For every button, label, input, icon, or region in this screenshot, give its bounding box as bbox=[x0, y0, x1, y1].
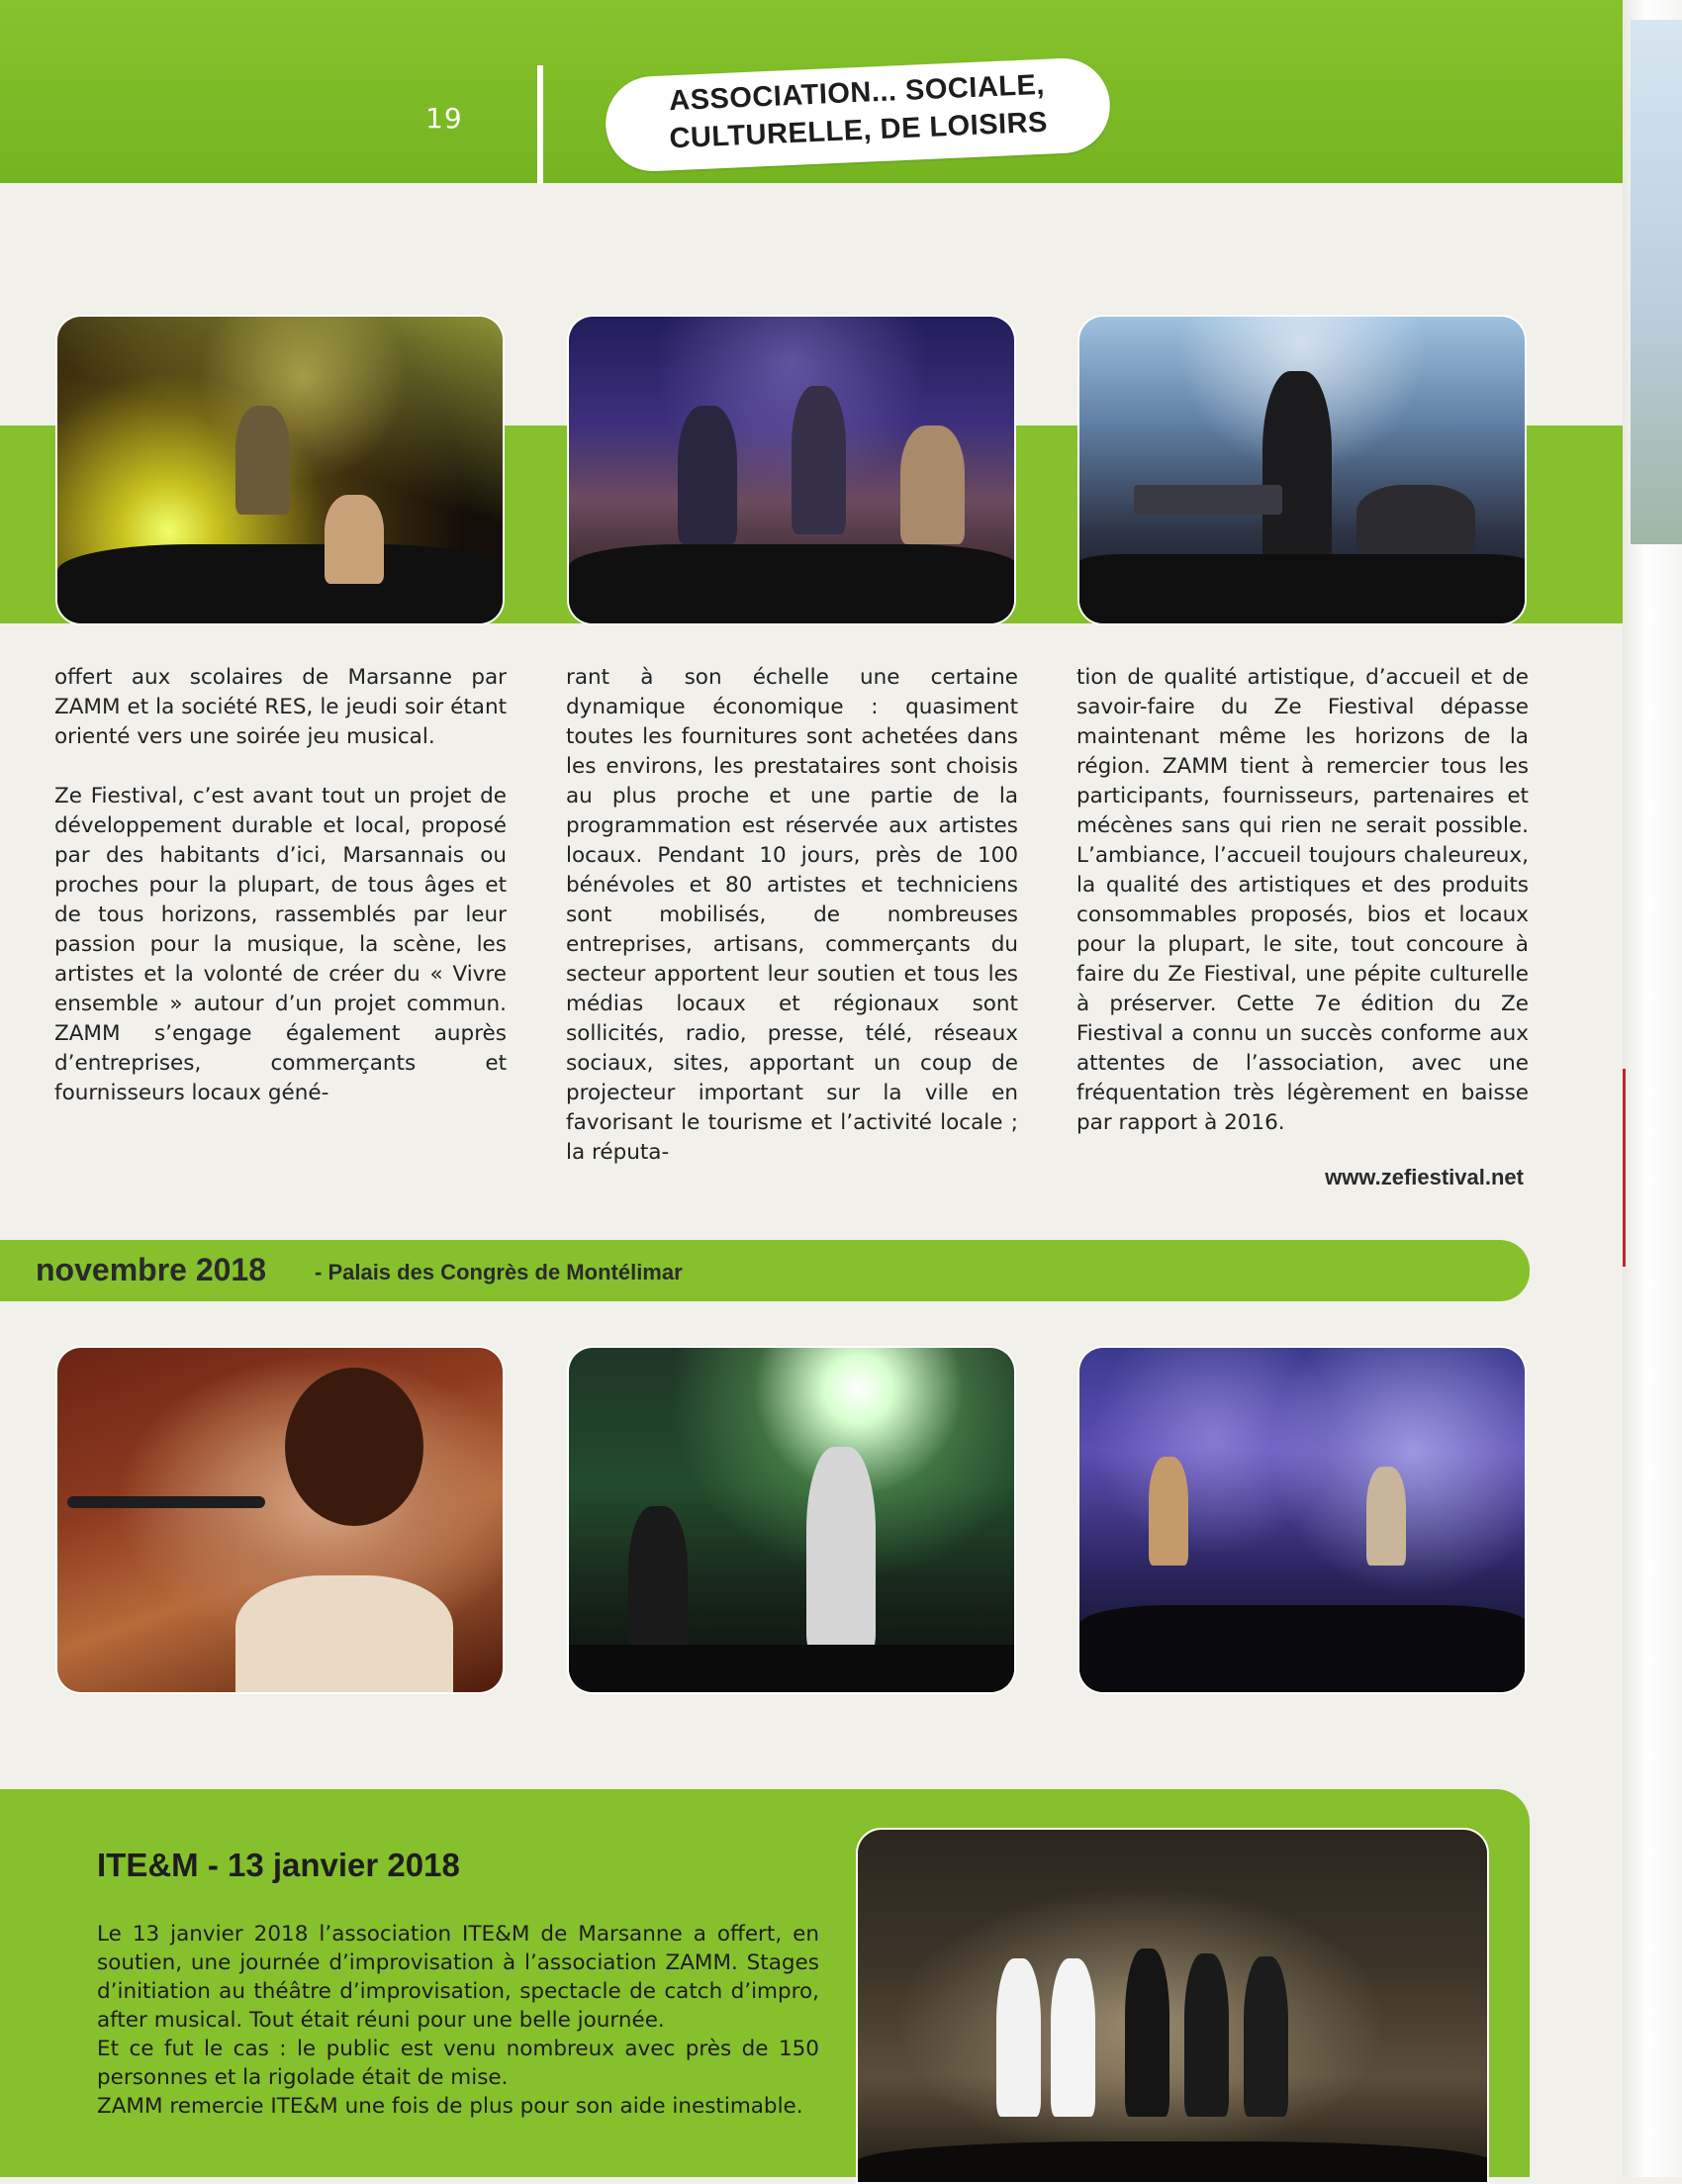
concert-photo-5 bbox=[567, 1346, 1016, 1694]
article-column-2 bbox=[566, 663, 1018, 1168]
ite-paragraph: Et ce fut le cas : le public est venu nombreux avec près de 150 personnes et la rigolade était de mise. bbox=[97, 2037, 819, 2090]
page-number: 19 bbox=[425, 102, 463, 135]
section-title-line1: ASSOCIATION... SOCIALE, bbox=[668, 68, 1046, 118]
concert-photo-1 bbox=[55, 315, 505, 625]
improv-show-photo bbox=[856, 1828, 1489, 2184]
concert-photo-4 bbox=[55, 1346, 505, 1694]
article-paragraph: tion de qualité artistique, d’accueil et de savoir-faire du Ze Fiestival dépasse maintenant même les horizons de la région. ZAMM tient à remercier tous les participants, fournisseurs, partenaires et mécènes sans qui rien ne serait possible. L’ambiance, l’accueil toujours chaleureux, la qualité des artistiques et des produits consommables proposés, bios et locaux pour la plupart, le site, tout concoure à faire du Ze Fiestival, une pépite culturelle à préserver. Cette 7e édition du Ze Fiestival a connu un succès conforme aux attentes de l’association, avec une fréquentation très légèrement en baisse par rapport à 2016. bbox=[1076, 665, 1529, 1135]
section-title-line2: CULTURELLE, DE LOISIRS bbox=[668, 106, 1049, 155]
concert-photo-2 bbox=[567, 315, 1016, 625]
adjacent-page-edge bbox=[1623, 0, 1682, 2177]
article-paragraph: rant à son échelle une certaine dynamique économique : quasiment toutes les fournitures sont achetées dans les environs, les prestataires sont choisis au plus proche et une partie de la programmation est réservée aux artistes locaux. Pendant 10 jours, près de 100 bénévoles et 80 artistes et techniciens sont mobilisés, de nombreuses entreprises, artisans, commerçants du secteur apportent leur soutien et tous les médias locaux et régionaux sont sollicités, radio, presse, télé, réseaux sociaux, sites, apportant un coup de projecteur important sur la ville en favorisant le tourisme et l’activité locale ; la réputa- bbox=[566, 665, 1018, 1165]
concert-photo-3 bbox=[1077, 315, 1527, 625]
event-date-bar bbox=[0, 1240, 1530, 1301]
article-paragraph: offert aux scolaires de Marsanne par ZAMM et la société RES, le jeudi soir étant orienté vers une soirée jeu musical. bbox=[54, 665, 507, 749]
ite-section-text bbox=[97, 1920, 819, 2121]
ite-section-title: ITE&M - 13 janvier 2018 bbox=[97, 1847, 460, 1883]
concert-photo-6 bbox=[1077, 1346, 1527, 1694]
website-link[interactable]: www.zefiestival.net bbox=[1325, 1165, 1524, 1189]
event-date: novembre 2018 bbox=[36, 1252, 267, 1287]
header-divider bbox=[537, 65, 543, 184]
ite-paragraph: Le 13 janvier 2018 l’association ITE&M de Marsanne a offert, en soutien, une journée d’improvisation à l’association ZAMM. Stages d’initiation au théâtre d’improvisation, spectacle de catch d’impro, after musical. Tout était réuni pour une belle journée. bbox=[97, 1922, 819, 2033]
adjacent-page-mark bbox=[1623, 1069, 1626, 1267]
adjacent-page-image-strip bbox=[1631, 20, 1682, 544]
event-venue: - Palais des Congrès de Montélimar bbox=[315, 1260, 683, 1284]
article-column-1 bbox=[54, 663, 507, 1108]
article-paragraph: Ze Fiestival, c’est avant tout un projet de développement durable et local, proposé par des habitants d’ici, Marsannais ou proches pour la plupart, de tous âges et de tous horizons, rassemblés par leur passion pour la musique, la scène, les artistes et la volonté de créer du « Vivre ensemble » autour d’un projet commun. ZAMM s’engage également auprès d’entreprises, commerçants et fournisseurs locaux géné- bbox=[54, 784, 507, 1105]
article-column-3 bbox=[1076, 663, 1529, 1138]
ite-paragraph: ZAMM remercie ITE&M une fois de plus pour son aide inestimable. bbox=[97, 2094, 803, 2119]
